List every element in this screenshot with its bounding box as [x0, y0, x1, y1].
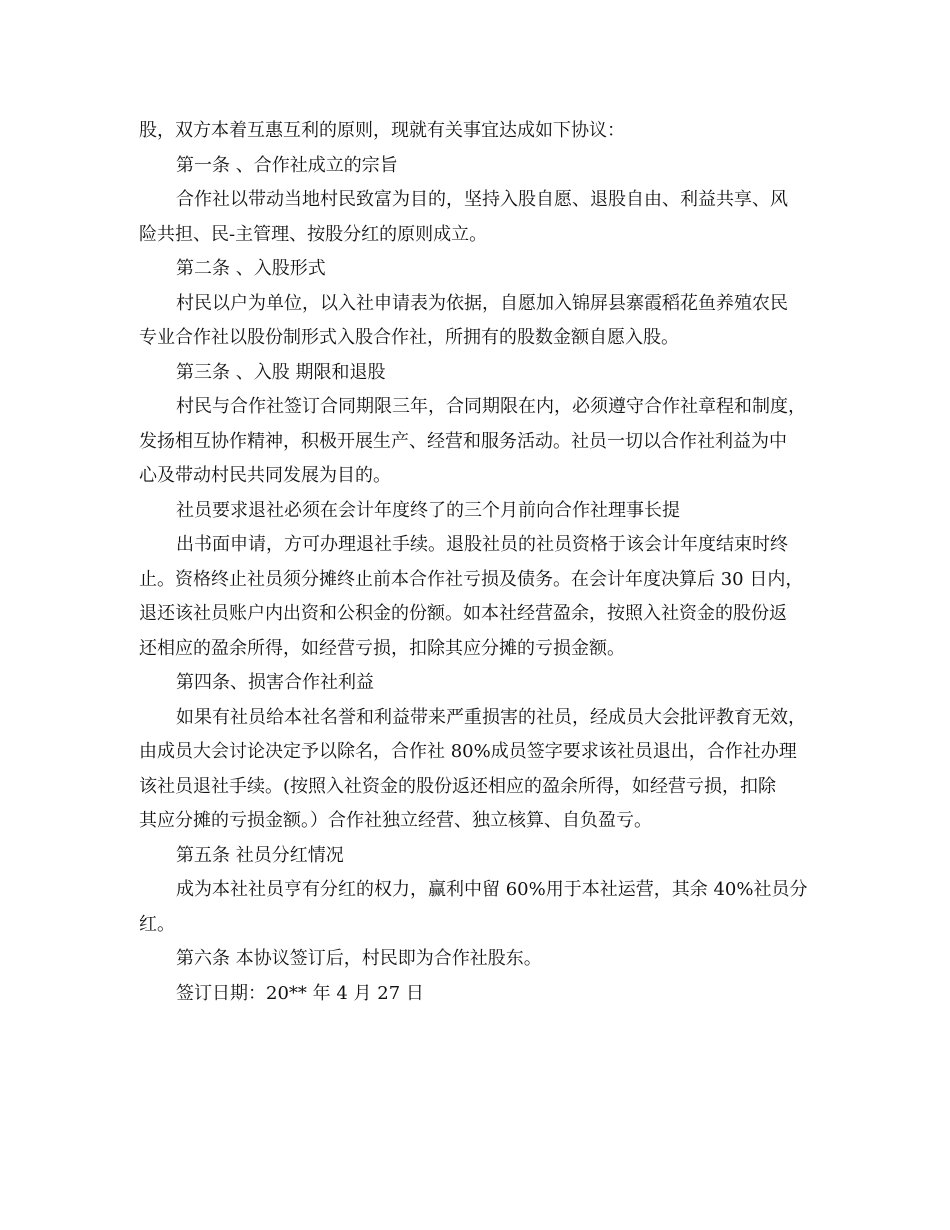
paragraph-line: 其应分摊的亏损金额。）合作社独立经营、独立核算、自负盈亏。	[139, 810, 652, 831]
paragraph-line: 村民以户为单位，以入社申请表为依据，自愿加入锦屏县寨霞稻花鱼养殖农民	[176, 292, 788, 314]
paragraph-line: 如果有社员给本社名誉和利益带来严重损害的社员，经成员大会批评教育无效，	[176, 706, 806, 728]
paragraph-line: 发扬相互协作精神，积极开展生产、经营和服务活动。社员一切以合作社利益为中	[139, 430, 787, 452]
article-2-heading: 第二条 、入股形式	[176, 258, 326, 279]
document-body	[139, 114, 829, 1011]
article-5-heading: 第五条 社员分红情况	[176, 844, 344, 866]
paragraph-line: 村民与合作社签订合同期限三年，合同期限在内，必须遵守合作社章程和制度，	[176, 396, 806, 417]
signing-date: 签订日期：20** 年 4 月 27 日	[176, 982, 424, 1004]
article-3-heading: 第三条 、入股 期限和退股	[176, 361, 386, 383]
paragraph-line: 出书面申请，方可办理退社手续。退股社员的社员资格于该会计年度结束时终	[176, 534, 788, 555]
article-1-heading: 第一条 、合作社成立的宗旨	[176, 154, 398, 176]
paragraph-line: 专业合作社以股份制形式入股合作社，所拥有的股数金额自愿入股。	[139, 327, 679, 348]
paragraph-line: 该社员退社手续。(按照入社资金的股份返还相应的盈余所得，如经营亏损，扣除	[139, 775, 777, 797]
paragraph-line: 还相应的盈余所得，如经营亏损，扣除其应分摊的亏损金额。	[139, 637, 625, 659]
paragraph-line: 止。资格终止社员须分摊终止前本合作社亏损及债务。在会计年度决算后 30 日内，	[139, 568, 804, 590]
paragraph-line: 退还该社员账户内出资和公积金的份额。如本社经营盈余，按照入社资金的股份返	[139, 603, 787, 624]
paragraph-line: 成为本社社员亨有分红的权力，赢利中留 60%用于本社运营，其余 40%社员分	[176, 879, 808, 900]
paragraph-line: 险共担、民-主管理、按股分红的原则成立。	[139, 223, 488, 245]
article-4-heading: 第四条、损害合作社利益	[176, 672, 374, 693]
paragraph-line: 由成员大会讨论决定予以除名，合作社 80%成员签字要求该社员退出，合作社办理	[139, 741, 797, 762]
paragraph-line: 合作社以带动当地村民致富为目的，坚持入股自愿、退股自由、利益共享、风	[176, 189, 788, 210]
paragraph-line: 股，双方本着互惠互利的原则，现就有关事宜达成如下协议：	[139, 120, 625, 141]
paragraph-line: 社员要求退社必须在会计年度终了的三个月前向合作社理事长提	[176, 499, 680, 521]
paragraph-line: 心及带动村民共同发展为目的。	[139, 465, 391, 486]
paragraph-line: 红。	[139, 913, 175, 935]
article-6-line: 第六条 本协议签订后，村民即为合作社股东。	[176, 948, 542, 969]
